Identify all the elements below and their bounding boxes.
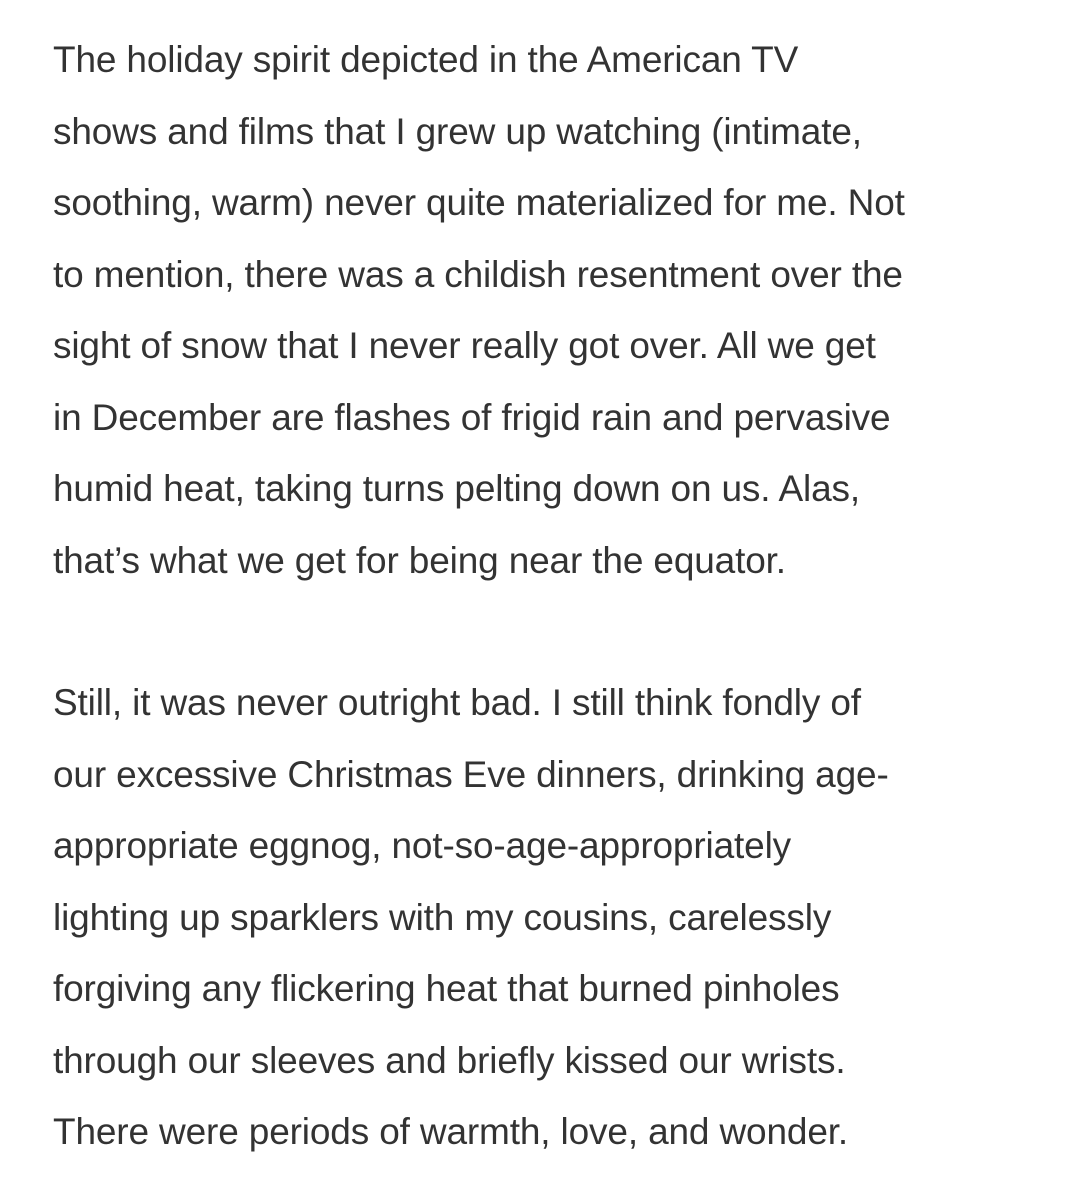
paragraph-line: through our sleeves and briefly kissed our wrists. (53, 1039, 846, 1081)
paragraph-line: to mention, there was a childish resentment over the (53, 253, 903, 295)
paragraph-line: humid heat, taking turns pelting down on us. Alas, (53, 468, 861, 509)
paragraph-line: lighting up sparklers with my cousins, carelessly (53, 896, 832, 938)
paragraph-1 (53, 24, 905, 596)
paragraph-2 (53, 667, 889, 1168)
paragraph-line: shows and films that I grew up watching (intimate, (53, 110, 862, 152)
paragraph-line: sight of snow that I never really got over. All we get (53, 325, 876, 366)
paragraph-line: in December are flashes of frigid rain and pervasive (53, 396, 891, 438)
paragraph-line: appropriate eggnog, not-so-age-appropriately (53, 825, 792, 866)
paragraph-line: forgiving any flickering heat that burned pinholes (53, 968, 840, 1009)
paragraph-line: soothing, warm) never quite materialized for me. Not (53, 182, 905, 223)
paragraph-line: There were periods of warmth, love, and wonder. (53, 1111, 849, 1152)
paragraph-line: Still, it was never outright bad. I still think fondly of (53, 682, 861, 723)
paragraph-line: that’s what we get for being near the equator. (53, 539, 786, 581)
paragraph-line: our excessive Christmas Eve dinners, drinking age- (53, 753, 889, 795)
paragraph-line: The holiday spirit depicted in the American TV (53, 39, 799, 80)
